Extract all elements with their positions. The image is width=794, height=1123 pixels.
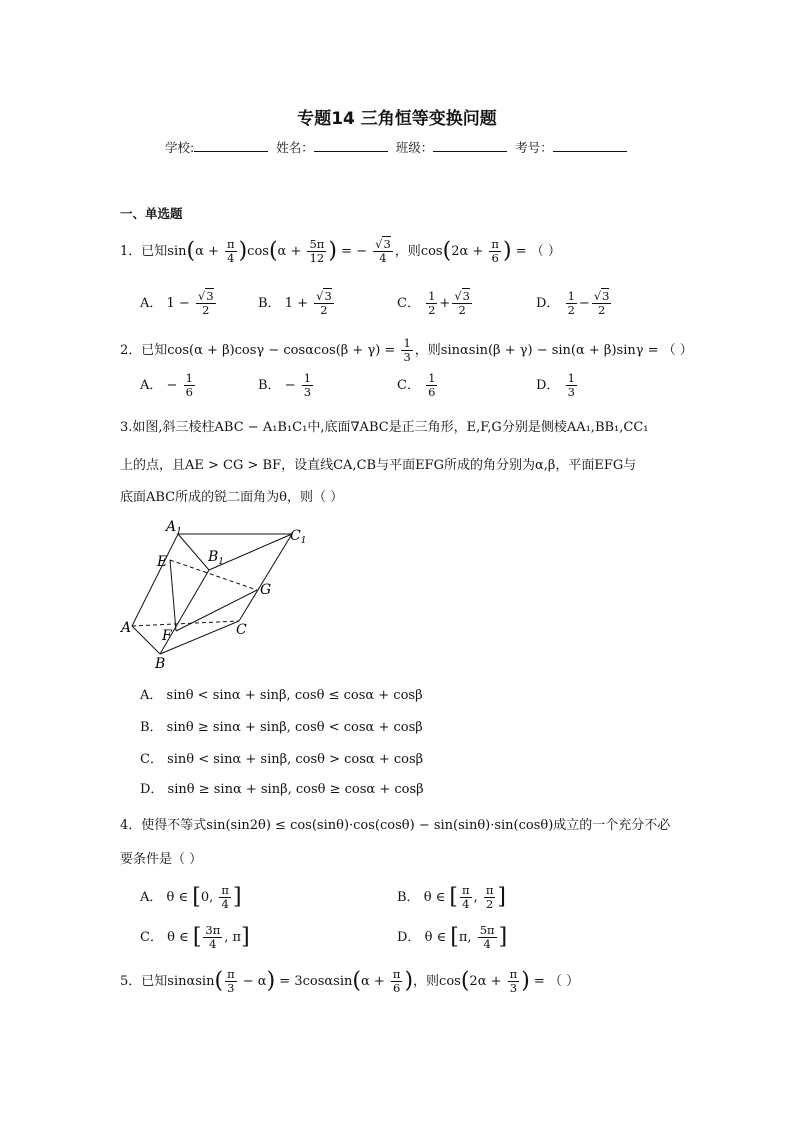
edge-bc (160, 621, 239, 654)
q4-option-d[interactable]: D． θ ∈ [π, $\frac{5\pi}{4}$ ] (397, 923, 508, 951)
question-4-line1: 4．使得不等式sin(sin2θ) ≤ cos(sinθ)·cos(cosθ) − sin(sinθ)·sin(cosθ)成立的一个充分不必 (120, 818, 671, 833)
q2-option-d[interactable]: D． $\frac{1}{3}$ (536, 371, 575, 399)
q1-option-d[interactable]: D． $\frac{1}{2}$ − $\frac{√3}{2}$ (536, 289, 610, 317)
label-a1: $A_1$ (166, 519, 182, 537)
q1-number: 1．已知 (120, 244, 168, 259)
class-label: 班级： (395, 140, 434, 155)
section-title: 一、单选题 (120, 206, 183, 221)
q1-option-a[interactable]: A． 1 − $\frac{√3}{2}$ (140, 289, 214, 317)
q3-option-b[interactable]: B． sinθ ≥ sinα + sinβ, cosθ < cosα + cosβ (140, 720, 423, 735)
question-4-line2: 要条件是（ ） (120, 852, 203, 867)
q2-option-c[interactable]: C． $\frac{1}{6}$ (397, 371, 436, 399)
question-3-line1: 3.如图,斜三棱柱ABC − A₁B₁C₁中,底面∇ABC是正三角形，E,F,G分别是侧棱AA₁,BB₁,CC₁ (120, 420, 649, 435)
q3-option-d[interactable]: D． sinθ ≥ sinα + sinβ, cosθ ≥ cosα + cosβ (140, 782, 424, 797)
edge-a1b1 (178, 534, 209, 570)
question-1: 1．已知sin(α + $\frac{\pi}{4}$ )cos(α + $\frac{5\pi}{12}$ ) = − $\frac{√3}{4}$ ，则cos(2α + $\frac{\pi}{6}$ ) = （ ） (120, 237, 561, 265)
label-g: G (260, 582, 272, 598)
question-2: 2．已知cos(α + β)cosγ − cosαcos(β + γ) = $\frac{1}{3}$ ，则sinαsin(β + γ) − sin(α + β)sinγ = （ ） (120, 336, 693, 364)
q1-paren: （ ） (530, 244, 561, 259)
edge-cc1 (239, 534, 292, 621)
id-blank[interactable] (553, 139, 627, 152)
page-title: 专题14 三角恒等变换问题 (297, 109, 497, 129)
label-f: F (162, 628, 172, 644)
q3-option-a[interactable]: A． sinθ < sinα + sinβ, cosθ ≤ cosα + cosβ (140, 688, 423, 703)
q4-option-b[interactable]: B． θ ∈ [ $\frac{\pi}{4}$ , $\frac{\pi}{2}$ ] (397, 883, 506, 911)
question-5: 5．已知sinαsin( $\frac{\pi}{3}$ − α) = 3cosαsin(α + $\frac{\pi}{6}$ )，则cos(2α + $\frac{\pi}{3}$ ) = （ ） (120, 967, 580, 995)
q4-option-a[interactable]: A． θ ∈ [0, $\frac{\pi}{4}$ ] (140, 883, 242, 911)
edge-ef (170, 560, 176, 631)
label-b: B (155, 656, 166, 672)
prism-figure (112, 514, 312, 674)
q1-option-b[interactable]: B． 1 + $\frac{√3}{2}$ (258, 289, 332, 317)
q1-option-c[interactable]: C． $\frac{1}{2}$ + $\frac{√3}{2}$ (397, 289, 470, 317)
question-3-line2: 上的点，且AE > CG > BF，设直线CA,CB与平面EFG所成的角分别为α,β，平面EFG与 (120, 458, 637, 473)
school-blank[interactable] (194, 139, 268, 152)
q2-option-b[interactable]: B． − $\frac{1}{3}$ (258, 371, 312, 399)
label-c: C (236, 622, 247, 638)
edge-ac (132, 621, 239, 626)
label-b1: $B_1$ (208, 549, 225, 567)
class-blank[interactable] (433, 139, 507, 152)
label-e: E (157, 554, 168, 570)
edge-aa1 (132, 534, 178, 626)
q4-option-c[interactable]: C． θ ∈ [ $\frac{3\pi}{4}$ , π] (140, 923, 250, 951)
name-label: 姓名： (276, 140, 314, 155)
label-a: A (121, 620, 132, 636)
q1-then: ，则 (394, 244, 421, 259)
q3-option-c[interactable]: C． sinθ < sinα + sinβ, cosθ > cosα + cosβ (140, 752, 424, 767)
q2-option-a[interactable]: A． − $\frac{1}{6}$ (140, 371, 193, 399)
id-label: 考号： (515, 140, 553, 155)
label-c1: $C_1$ (290, 528, 307, 546)
school-label: 学校: (165, 140, 195, 155)
edge-ab (132, 626, 160, 654)
student-info-line (165, 138, 631, 156)
name-blank[interactable] (314, 139, 388, 152)
question-3-line3: 底面ABC所成的锐二面角为θ，则（ ） (120, 490, 344, 505)
